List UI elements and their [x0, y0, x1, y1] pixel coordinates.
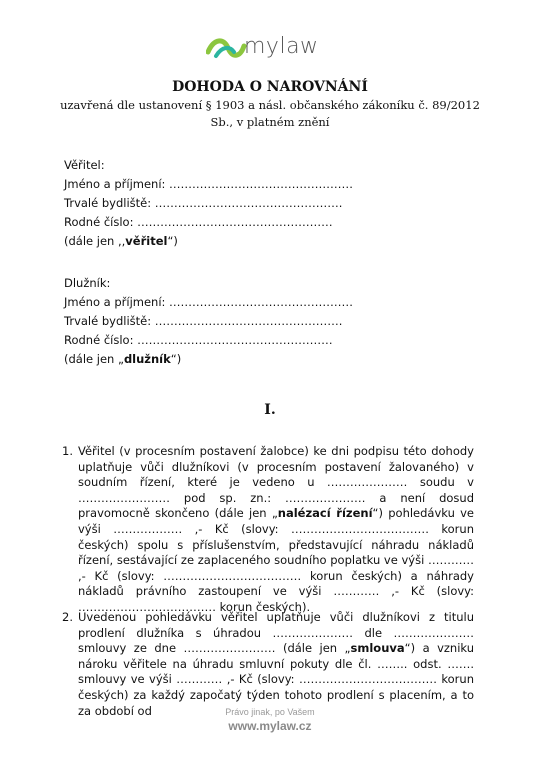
debtor-address-field: Trvalé bydliště: ………………………………………….	[64, 314, 343, 328]
footer-url[interactable]: www.mylaw.cz	[228, 719, 312, 733]
subtitle-line-1: uzavřená dle ustanovení § 1903 a násl. občanského zákoníku č. 89/2012	[60, 98, 480, 112]
creditor-id-field: Rodné číslo: ……………………………………………	[64, 215, 333, 229]
document-title: DOHODA O NAROVNÁNÍ	[172, 79, 368, 95]
paragraph-text: Věřitel (v procesním postavení žalobce) ke dni podpisu této dohody uplatňuje vůči dlužníkovi (v procesním postavení žalovaného) v soudním řízení, které je vedeno u ………………… soudu v …………………… pod sp. zn.: ………………… a není dosud pravomocně skončeno (dále jen „nalézací řízení“) pohledávku ve výši ……………… ,- Kč (slovy: ……………………………… korun českých) spolu s příslušenstvím, představující náhradu nákladů řízení, sestávající ze zaplaceného soudního poplatku ve výši ………… ,- Kč (slovy: ……………………………… korun českých) a náhrady nákladů právního zastoupení ve výši ………… ,- Kč (slovy: ……………………………… korun českých).	[78, 444, 475, 614]
debtor-alias: (dále jen „dlužník“)	[64, 352, 182, 366]
paragraph-number: 1.	[62, 444, 73, 458]
debtor-block	[64, 274, 353, 369]
paragraph-number: 2.	[62, 610, 73, 624]
debtor-id-field: Rodné číslo: ……………………………………………	[64, 333, 333, 347]
paragraph-2	[62, 610, 474, 719]
creditor-heading: Věřitel:	[64, 158, 105, 172]
paragraph-text: Uvedenou pohledávku věřitel uplatňuje vůči dlužníkovi z titulu prodlení dlužníka s úhradou ………………… dle ………………… smlouvy ze dne …………………… (dále jen „smlouva“) a vzniku nároku věřitele na úhradu smluvní pokuty dle čl. …….. odst. ……. smlouvy ve výši ………… ,- Kč (slovy: ……………………………… korun českých) za každý započatý týden tohoto prodlení s placením, a to za období od	[78, 610, 474, 718]
section-title: I.	[264, 402, 276, 418]
document-subtitle	[0, 97, 540, 131]
debtor-heading: Dlužník:	[64, 276, 111, 290]
footer-tagline: Právo jinak, po Vašem	[225, 707, 315, 717]
creditor-name-field: Jméno a příjmení: …………………………………………	[64, 177, 354, 191]
creditor-address-field: Trvalé bydliště: ………………………………………….	[64, 196, 343, 210]
paragraph-1	[62, 444, 474, 616]
creditor-block	[64, 156, 353, 251]
subtitle-line-2: Sb., v platném znění	[210, 115, 330, 129]
debtor-name-field: Jméno a příjmení: …………………………………………	[64, 295, 354, 309]
logo-text: mylaw	[244, 34, 319, 59]
creditor-alias: (dále jen ,,věřitel“)	[64, 234, 178, 248]
